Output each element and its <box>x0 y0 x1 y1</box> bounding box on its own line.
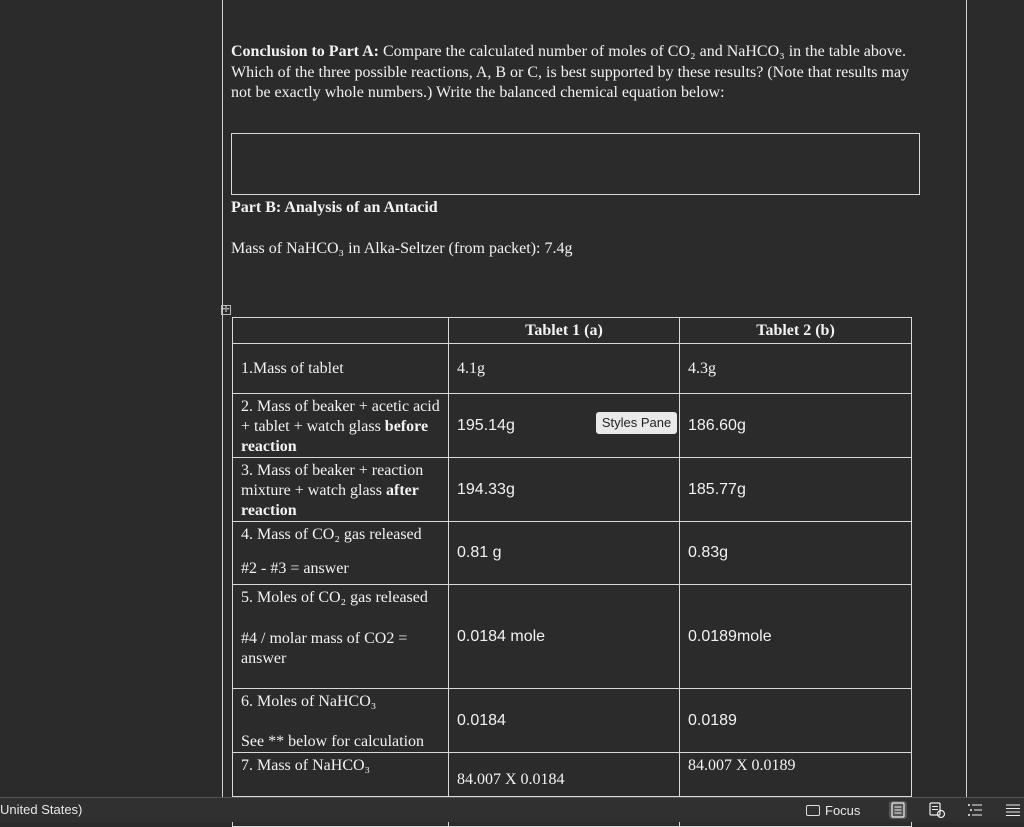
row-4-label[interactable] <box>233 522 449 585</box>
row-7-label[interactable]: 7. Mass of NaHCO₃ <box>233 753 449 797</box>
conclusion-text: Compare the calculated number of moles of CO₂ and NaHCO₃ in the table above. Which of the three possible reactions, A, B or C, is best supported by these results? (Note that results may not be exactly whole numbers.) Write the balanced chemical equation below: <box>231 43 910 101</box>
outline-icon[interactable] <box>966 801 984 819</box>
row-5-label[interactable] <box>233 585 449 689</box>
header-cell-empty[interactable] <box>233 318 449 344</box>
row-5-label-text: 5. Moles of CO₂ gas released <box>241 589 428 606</box>
row-4-tablet-1[interactable]: 0.81 g <box>449 522 680 585</box>
table-header-row <box>233 318 912 344</box>
row-3-tablet-1[interactable]: 194.33g <box>449 458 680 522</box>
mass-nahco3-line: Mass of NaHCO₃ in Alka-Seltzer (from packet): 7.4g <box>231 240 573 257</box>
answer-text-box[interactable] <box>231 133 920 195</box>
status-bar <box>0 797 1024 822</box>
row-6-note: See ** below for calculation <box>241 733 425 750</box>
row-3-label-bold: after reaction <box>241 482 419 519</box>
row-6-label[interactable] <box>233 689 449 753</box>
row-4-formula: #2 - #3 = answer <box>241 560 349 577</box>
part-b-title: Part B: Analysis of an Antacid <box>231 199 438 216</box>
header-tablet-2[interactable]: Tablet 2 (b) <box>680 318 912 344</box>
row-5-tablet-2[interactable]: 0.0189mole <box>680 585 912 689</box>
row-1-tablet-1[interactable]: 4.1g <box>449 344 680 394</box>
header-tablet-1[interactable]: Tablet 1 (a) <box>449 318 680 344</box>
row-6-label-text: 6. Moles of NaHCO₃ <box>241 693 377 710</box>
styles-pane-tooltip[interactable]: Styles Pane <box>596 412 677 434</box>
table-row <box>233 458 912 522</box>
table-row <box>233 394 912 458</box>
table-row <box>233 585 912 689</box>
table-row <box>233 344 912 394</box>
results-table <box>232 317 912 827</box>
margin-line-left <box>222 0 223 797</box>
table-row <box>233 689 912 753</box>
row-5-formula: #4 / molar mass of CO2 = answer <box>241 630 408 667</box>
table-row <box>233 753 912 797</box>
row-7-tablet-2[interactable]: 84.007 X 0.0189 <box>680 753 912 797</box>
margin-line-right <box>966 0 967 797</box>
row-3-tablet-2[interactable]: 185.77g <box>680 458 912 522</box>
row-2-label-text: 2. Mass of beaker + acetic acid + tablet + watch glass <box>241 398 440 435</box>
print-layout-icon[interactable] <box>889 801 907 819</box>
row-4-label-text: 4. Mass of CO₂ gas released <box>241 526 422 543</box>
row-3-label[interactable] <box>233 458 449 522</box>
row-2-tablet-1[interactable]: 195.14g <box>449 394 680 458</box>
table-move-handle-icon[interactable]: ✛ <box>222 305 230 315</box>
row-7-tablet-1[interactable]: 84.007 X 0.0184 <box>449 753 680 797</box>
conclusion-paragraph[interactable] <box>231 42 921 104</box>
row-5-tablet-1[interactable]: 0.0184 mole <box>449 585 680 689</box>
row-2-label-bold: before reaction <box>241 418 429 455</box>
focus-button[interactable] <box>806 801 860 819</box>
row-6-tablet-2[interactable]: 0.0189 <box>680 689 912 753</box>
row-6-tablet-1[interactable]: 0.0184 <box>449 689 680 753</box>
language-indicator[interactable]: United States) <box>0 802 83 817</box>
row-3-label-text: 3. Mass of beaker + reaction mixture + watch glass <box>241 462 424 499</box>
row-1-label[interactable]: 1.Mass of tablet <box>233 344 449 394</box>
focus-icon <box>806 805 820 816</box>
row-1-tablet-2[interactable]: 4.3g <box>680 344 912 394</box>
row-2-label[interactable] <box>233 394 449 458</box>
draft-icon[interactable] <box>1004 801 1022 819</box>
row-4-tablet-2[interactable]: 0.83g <box>680 522 912 585</box>
focus-label: Focus <box>825 802 861 818</box>
row-2-tablet-2[interactable]: 186.60g <box>680 394 912 458</box>
table-row <box>233 522 912 585</box>
conclusion-label: Conclusion to Part A: <box>231 43 379 60</box>
web-layout-icon[interactable] <box>928 801 946 819</box>
